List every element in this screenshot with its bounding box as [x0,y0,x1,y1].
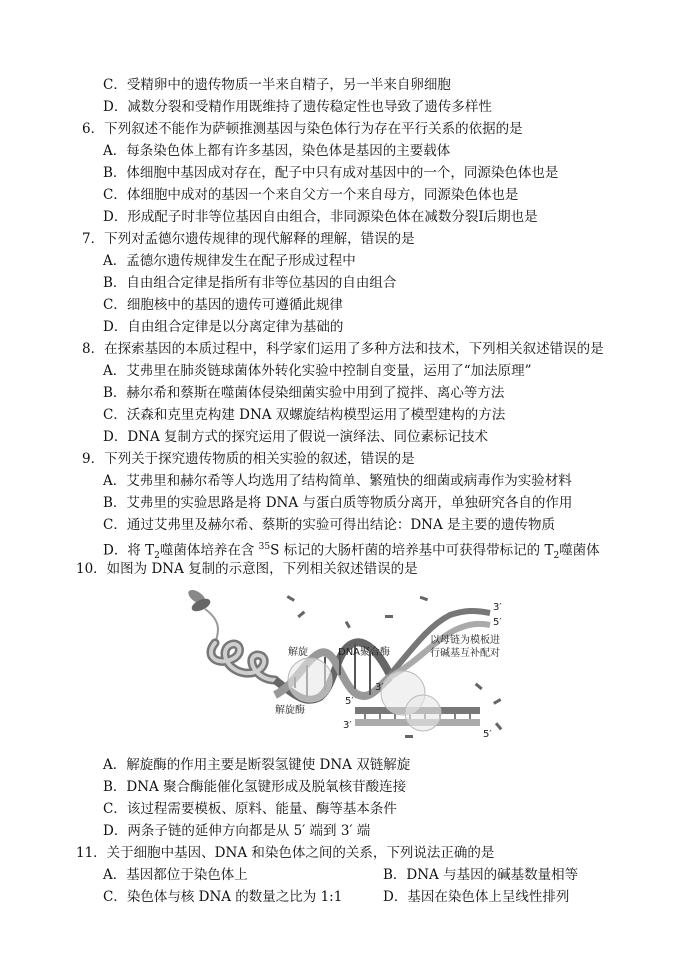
label-template-1: 以母链为模板进 [430,635,500,646]
q10-option-d: D．两条子链的延伸方向都是从 5′ 端到 3′ 端 [103,823,371,839]
q6-option-d: D．形成配子时非等位基因自由组合，非同源染色体在减数分裂Ⅰ后期也是 [103,209,538,225]
question-6: 6．下列叙述不能作为萨顿推测基因与染色体行为存在平行关系的依据的是 [82,121,523,137]
q7-option-a: A．孟德尔遗传规律发生在配子形成过程中 [103,253,356,269]
question-7: 7．下列对孟德尔遗传规律的现代解释的理解，错误的是 [82,231,415,247]
q9-option-c: C．通过艾弗里及赫尔希、蔡斯的实验可得出结论：DNA 是主要的遗传物质 [103,517,556,533]
q5-option-d: D．减数分裂和受精作用既维持了遗传稳定性也导致了遗传多样性 [103,99,492,115]
q8-option-d: D．DNA 复制方式的探究运用了假说一演绎法、同位素标记技术 [103,429,488,445]
question-9: 9．下列关于探究遗传物质的相关实验的叙述，错误的是 [82,451,415,467]
q6-option-b: B．体细胞中基因成对存在，配子中只有成对基因中的一个，同源染色体也是 [103,165,559,181]
q10-option-a: A．解旋酶的作用主要是断裂氢键使 DNA 双链解旋 [103,757,411,773]
parent-dna-coil [211,643,275,680]
label-unwinding: 解旋 [288,647,308,658]
q9d-part1: D．将 T [103,542,155,559]
q7-option-b: B．自由组合定律是指所有非等位基因的自由组合 [103,275,397,291]
label-helicase: 解旋酶 [275,705,305,716]
polymerase-enzyme-2 [405,695,441,731]
end-label-5-top: 5′ [493,617,502,628]
q6-option-a: A．每条染色体上都有许多基因，染色体是基因的主要载体 [103,143,451,159]
q11-option-c: C．染色体与核 DNA 的数量之比为 1:1 [103,889,343,905]
q9d-part3: S 标记的大肠杆菌的培养基中可获得带标记的 T [270,542,554,559]
question-10: 10．如图为 DNA 复制的示意图，下列相关叙述错误的是 [76,561,418,577]
q8-option-c: C．沃森和克里克构建 DNA 双螺旋结构模型运用了模型建构的方法 [103,407,506,423]
q9d-sub1: 2 [154,551,160,562]
q7-option-c: C．细胞核中的基因的遗传可遵循此规律 [103,297,343,313]
q6-option-c: C．体细胞中成对的基因一个来自父方一个来自母方，同源染色体也是 [103,187,519,203]
question-11: 11．关于细胞中基因、DNA 和染色体之间的关系，下列说法正确的是 [76,845,495,861]
end-label-3-mid: 3′ [375,682,384,693]
q9d-sup: 35 [258,542,271,552]
q10-option-b: B．DNA 聚合酶能催化氢键形成及脱氧核苷酸连接 [103,779,407,795]
q11-option-d: D．基因在染色体上呈线性排列 [383,889,570,905]
q8-option-b: B．赫尔希和蔡斯在噬菌体侵染细菌实验中用到了搅拌、离心等方法 [103,385,505,401]
q9-option-d [103,537,600,562]
q9d-part4: 噬菌体 [559,542,600,559]
q9d-sub2: 2 [553,551,560,562]
label-dna-polymerase: DNA聚合酶 [338,647,391,658]
q7-option-d: D．自由组合定律是以分离定律为基础的 [103,319,344,335]
q10-option-c: C．该过程需要模板、原料、能量、酶等基本条件 [103,801,397,817]
dna-replication-figure [175,585,515,745]
q8-option-a: A．艾弗里在肺炎链球菌体外转化实验中控制自变量，运用了“加法原理” [103,363,532,379]
end-label-5-bottom: 5′ [483,729,492,740]
end-label-3-bottom: 3′ [343,720,352,731]
question-8: 8．在探索基因的本质过程中，科学家们运用了多种方法和技术，下列相关叙述错误的是 [82,341,604,357]
q9-option-a: A．艾弗里和赫尔希等人均选用了结构简单、繁殖快的细菌或病毒作为实验材料 [103,473,572,489]
chromosome-icon [186,587,218,643]
q9-option-b: B．艾弗里的实验思路是将 DNA 与蛋白质等物质分离开，单独研究各自的作用 [103,495,573,511]
q5-option-c: C．受精卵中的遗传物质一半来自精子，另一半来自卵细胞 [103,77,451,93]
helicase-enzyme [288,658,332,702]
q11-option-b: B．DNA 与基因的碱基数量相等 [383,867,579,883]
end-label-5-mid: 5′ [345,696,354,707]
q9d-part2: 噬菌体培养在含 [159,542,259,559]
q11-option-a: A．基因都位于染色体上 [103,867,248,883]
label-template-2: 行碱基互补配对 [430,648,500,659]
end-label-3-top: 3′ [493,602,502,613]
